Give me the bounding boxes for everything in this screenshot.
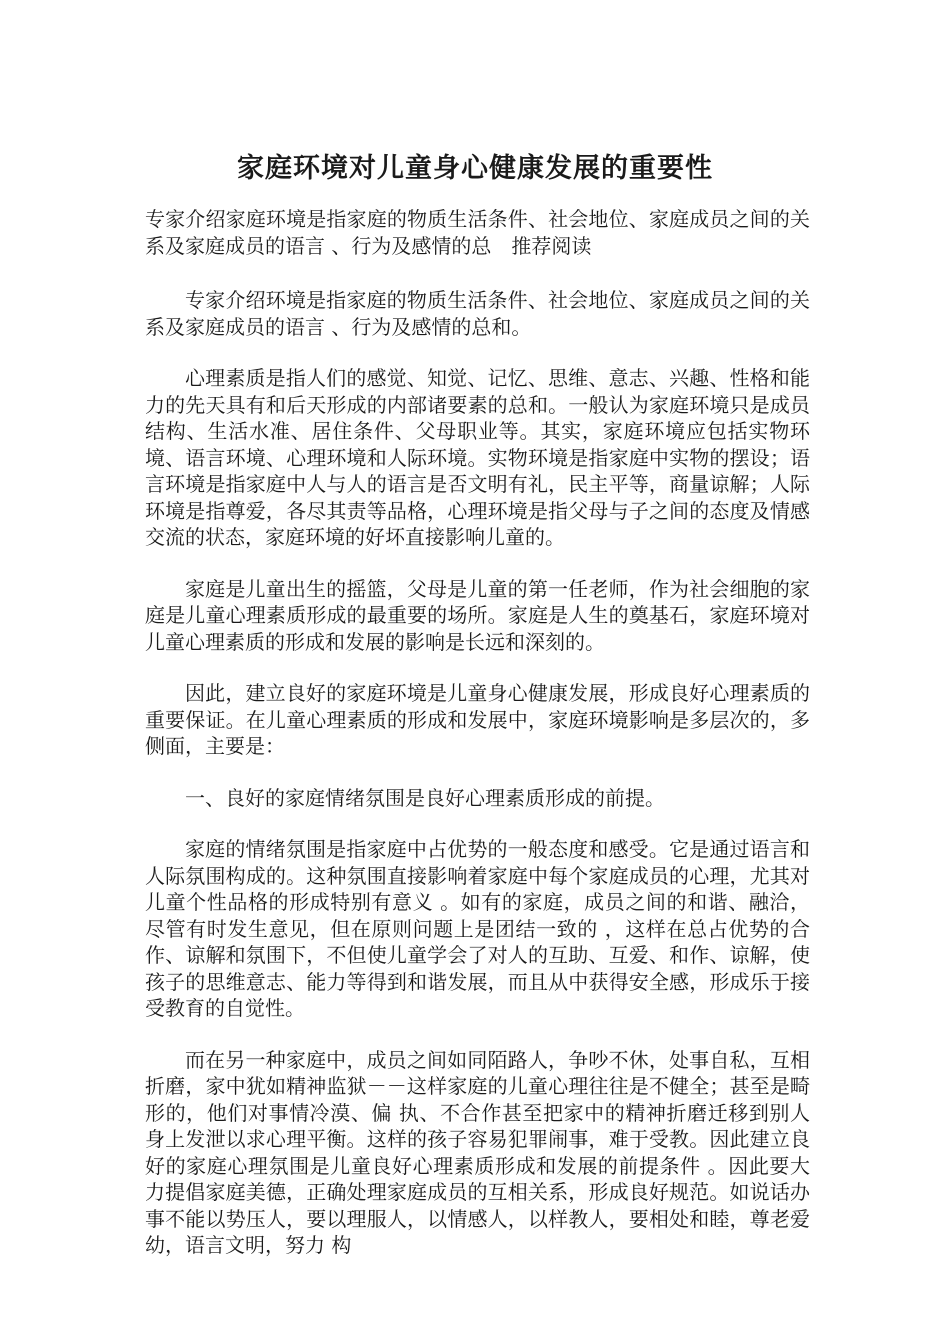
paragraph-emotional-atmosphere: 家庭的情绪氛围是指家庭中占优势的一般态度和感受。它是通过语言和人际氛围构成的。这种氛围直接影响着家庭中每个家庭成员的心理，尤其对儿童个性品格的形成特别有意义 。如有的家庭，成员之间的和谐、融洽，尽管有时发生意见，但在原则问题上是团结一致的 ，这样在总占优势的合作、谅解和氛围下，不但使儿童学会了对人的互助、互爱、和作、谅解，使孩子的思维意志、能力等得到和谐发展，而且从中获得安全感，形成乐于接受教育的自觉性。: [145, 837, 810, 1020]
lead-paragraph: 专家介绍家庭环境是指家庭的物质生活条件、社会地位、家庭成员之间的关系及家庭成员的语言 、行为及感情的总 推荐阅读: [145, 207, 810, 258]
paragraph-other-family: 而在另一种家庭中，成员之间如同陌路人，争吵不休，处事自私，互相折磨，家中犹如精神监狱－－这样家庭的儿童心理往往是不健全；甚至是畸形的，他们对事情冷漠、偏 执、不合作甚至把家中的精神折磨迁移到别人身上发泄以求心理平衡。这样的孩子容易犯罪闹事，难于受教。因此建立良好的家庭心理氛围是儿童良好心理素质形成和发展的前提条件 。因此要大力提倡家庭美德，正确处理家庭成员的互相关系，形成良好规范。如说话办事不能以势压人，要以理服人，以情感人，以样教人，要相处和睦，尊老爱幼，语言文明，努力 构: [145, 1047, 810, 1257]
paragraph-family-cradle: 家庭是儿童出生的摇篮，父母是儿童的第一任老师，作为社会细胞的家庭是儿童心理素质形成的最重要的场所。家庭是人生的奠基石，家庭环境对儿童心理素质的形成和发展的影响是长远和深刻的。: [145, 576, 810, 654]
paragraph-environment-definition: 专家介绍环境是指家庭的物质生活条件、社会地位、家庭成员之间的关系及家庭成员的语言 、行为及感情的总和。: [145, 288, 810, 339]
document-body: [145, 206, 810, 1284]
paragraph-therefore: 因此，建立良好的家庭环境是儿童身心健康发展，形成良好心理素质的重要保证。在儿童心理素质的形成和发展中，家庭环境影响是多层次的，多侧面，主要是：: [145, 681, 810, 758]
section-heading-one: 一、良好的家庭情绪氛围是良好心理素质形成的前提。: [185, 785, 665, 810]
page-title: 家庭环境对儿童身心健康发展的重要性: [237, 153, 713, 184]
paragraph-psychological-quality: 心理素质是指人们的感觉、知觉、记忆、思维、意志、兴趣、性格和能力的先天具有和后天形成的内部诸要素的总和。一般认为家庭环境只是成员结构、生活水准、居住条件、父母职业等。其实，家庭环境应包括实物环境、语言环境、心理环境和人际环境。实物环境是指家庭中实物的摆设；语言环境是指家庭中人与人的语言是否文明有礼，民主平等，商量谅解；人际环境是指尊爱，各尽其责等品格，心理环境是指父母与子之间的态度及情感交流的状态，家庭环境的好坏直接影响儿童的。: [145, 366, 810, 549]
